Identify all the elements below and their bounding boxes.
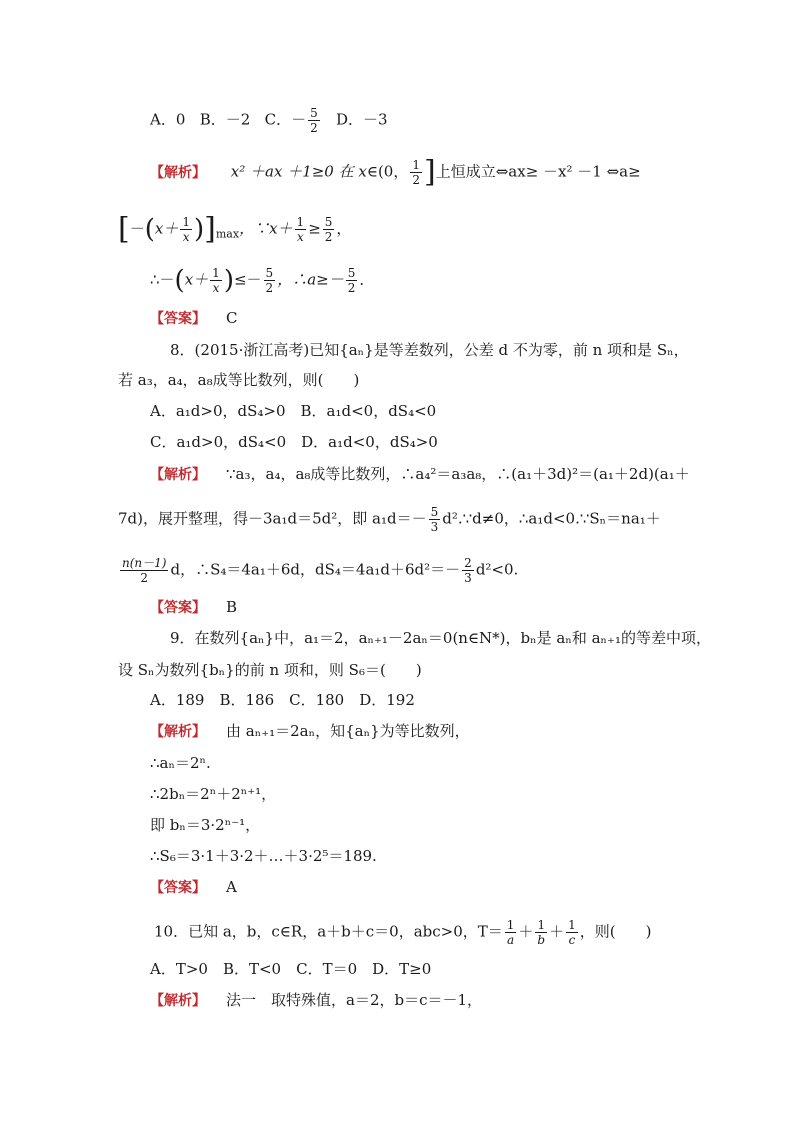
analysis-label: 【解析】 bbox=[150, 724, 206, 740]
q7-option-a: A．0 bbox=[150, 110, 186, 129]
q8-answer-line bbox=[150, 597, 237, 618]
analysis-label: 【解析】 bbox=[150, 467, 206, 483]
q7-options bbox=[150, 106, 388, 135]
q8-answer: B bbox=[226, 598, 238, 616]
q7-option-c: C．－ bbox=[264, 110, 307, 129]
q7-analysis-line2: [－(x＋ $\frac{1}{x}$ )]$_{max}$，∵x＋ $\frac{1}{x}$ ≥ $\frac{5}{2}$ ， bbox=[118, 211, 352, 247]
q9-analysis-line3: ∴2bₙ＝2ⁿ＋2ⁿ⁺¹， bbox=[150, 785, 277, 803]
q7-answer: C bbox=[226, 309, 238, 327]
q9-answer: A bbox=[226, 878, 237, 896]
q8-analysis-line1: 【解析】 ∵a₃，a₄，a₈成等比数列，∴a₄²＝a₃a₈，∴(a₁＋3d)²＝(a₁＋2d)(a₁＋ bbox=[150, 465, 690, 483]
q9-analysis-line5: ∴S₆＝3·1＋3·2＋…＋3·2⁵＝189. bbox=[150, 847, 377, 865]
q9-analysis-line4: 即 bₙ＝3·2ⁿ⁻¹， bbox=[150, 816, 261, 834]
q10-options: A．T>0 B．T<0 C．T＝0 D．T≥0 bbox=[150, 960, 432, 978]
q7-answer-line bbox=[150, 308, 237, 329]
q8-stem-line1: 8．(2015·浙江高考)已知{aₙ}是等差数列，公差 d 不为零，前 n 项和是 Sₙ， bbox=[170, 341, 689, 359]
q10-stem: 10．已知 a，b，c∈R，a＋b＋c＝0，abc>0，T＝ $\frac{1}{a}$ ＋ $\frac{1}{b}$ ＋ $\frac{1}{c}$ ，则( ) bbox=[154, 918, 652, 947]
q9-analysis-line2: ∴aₙ＝2ⁿ. bbox=[150, 754, 211, 772]
q8-analysis-line3: $\frac{n(n-1)}{2}$ d，∴S₄＝4a₁＋6d，dS₄＝4a₁d＋6d²＝－ $\frac{2}{3}$ d²<0. bbox=[122, 556, 519, 585]
q7-option-b: B．－2 bbox=[199, 110, 251, 129]
answer-label: 【答案】 bbox=[150, 311, 206, 327]
q8-stem-line2: 若 a₃，a₄，a₈成等比数列，则( ) bbox=[118, 371, 360, 389]
q9-options: A．189 B．186 C．180 D．192 bbox=[150, 691, 415, 709]
q7-analysis-line1: 【解析】 x² ＋ax ＋1≥0 在 x∈(0， $\frac{1}{2}$ ]上恒成立⇔ax≥ －x² －1 ⇔a≥ bbox=[150, 154, 641, 190]
q9-stem-line2: 设 Sₙ为数列{bₙ}的前 n 项和，则 S₆＝( ) bbox=[118, 661, 422, 679]
answer-label: 【答案】 bbox=[150, 880, 206, 896]
q9-answer-line bbox=[150, 877, 237, 898]
q8-options-ab: A．a₁d>0，dS₄>0 B．a₁d<0，dS₄<0 bbox=[150, 402, 437, 420]
q7-analysis-line3: ∴－(x＋ $\frac{1}{x}$ )≤－ $\frac{5}{2}$ ，∴a≥－ $\frac{5}{2}$ ． bbox=[150, 265, 375, 296]
q10-analysis-line1: 【解析】 法一 取特殊值，a＝2，b＝c＝－1， bbox=[150, 991, 483, 1009]
analysis-label: 【解析】 bbox=[150, 164, 206, 181]
q8-analysis-line2: 7d)，展开整理，得－3a₁d＝5d²，即 a₁d＝－ $\frac{5}{3}$ d².∵d≠0，∴a₁d<0.∵Sₙ＝na₁＋ bbox=[118, 505, 661, 534]
analysis-label: 【解析】 bbox=[150, 993, 206, 1009]
q7-option-c-fraction: $\frac{5}{2}$ bbox=[310, 106, 318, 135]
q9-stem-line1: 9．在数列{aₙ}中，a₁＝2，aₙ₊₁－2aₙ＝0(n∈N*)，bₙ是 aₙ和 aₙ₊₁的等差中项， bbox=[170, 629, 711, 647]
answer-label: 【答案】 bbox=[150, 600, 206, 616]
q9-analysis-line1: 【解析】 由 aₙ₊₁＝2aₙ，知{aₙ}为等比数列， bbox=[150, 722, 470, 740]
q8-options-cd: C．a₁d>0，dS₄<0 D．a₁d<0，dS₄>0 bbox=[150, 433, 438, 451]
q7-option-d: D．－3 bbox=[336, 110, 388, 129]
